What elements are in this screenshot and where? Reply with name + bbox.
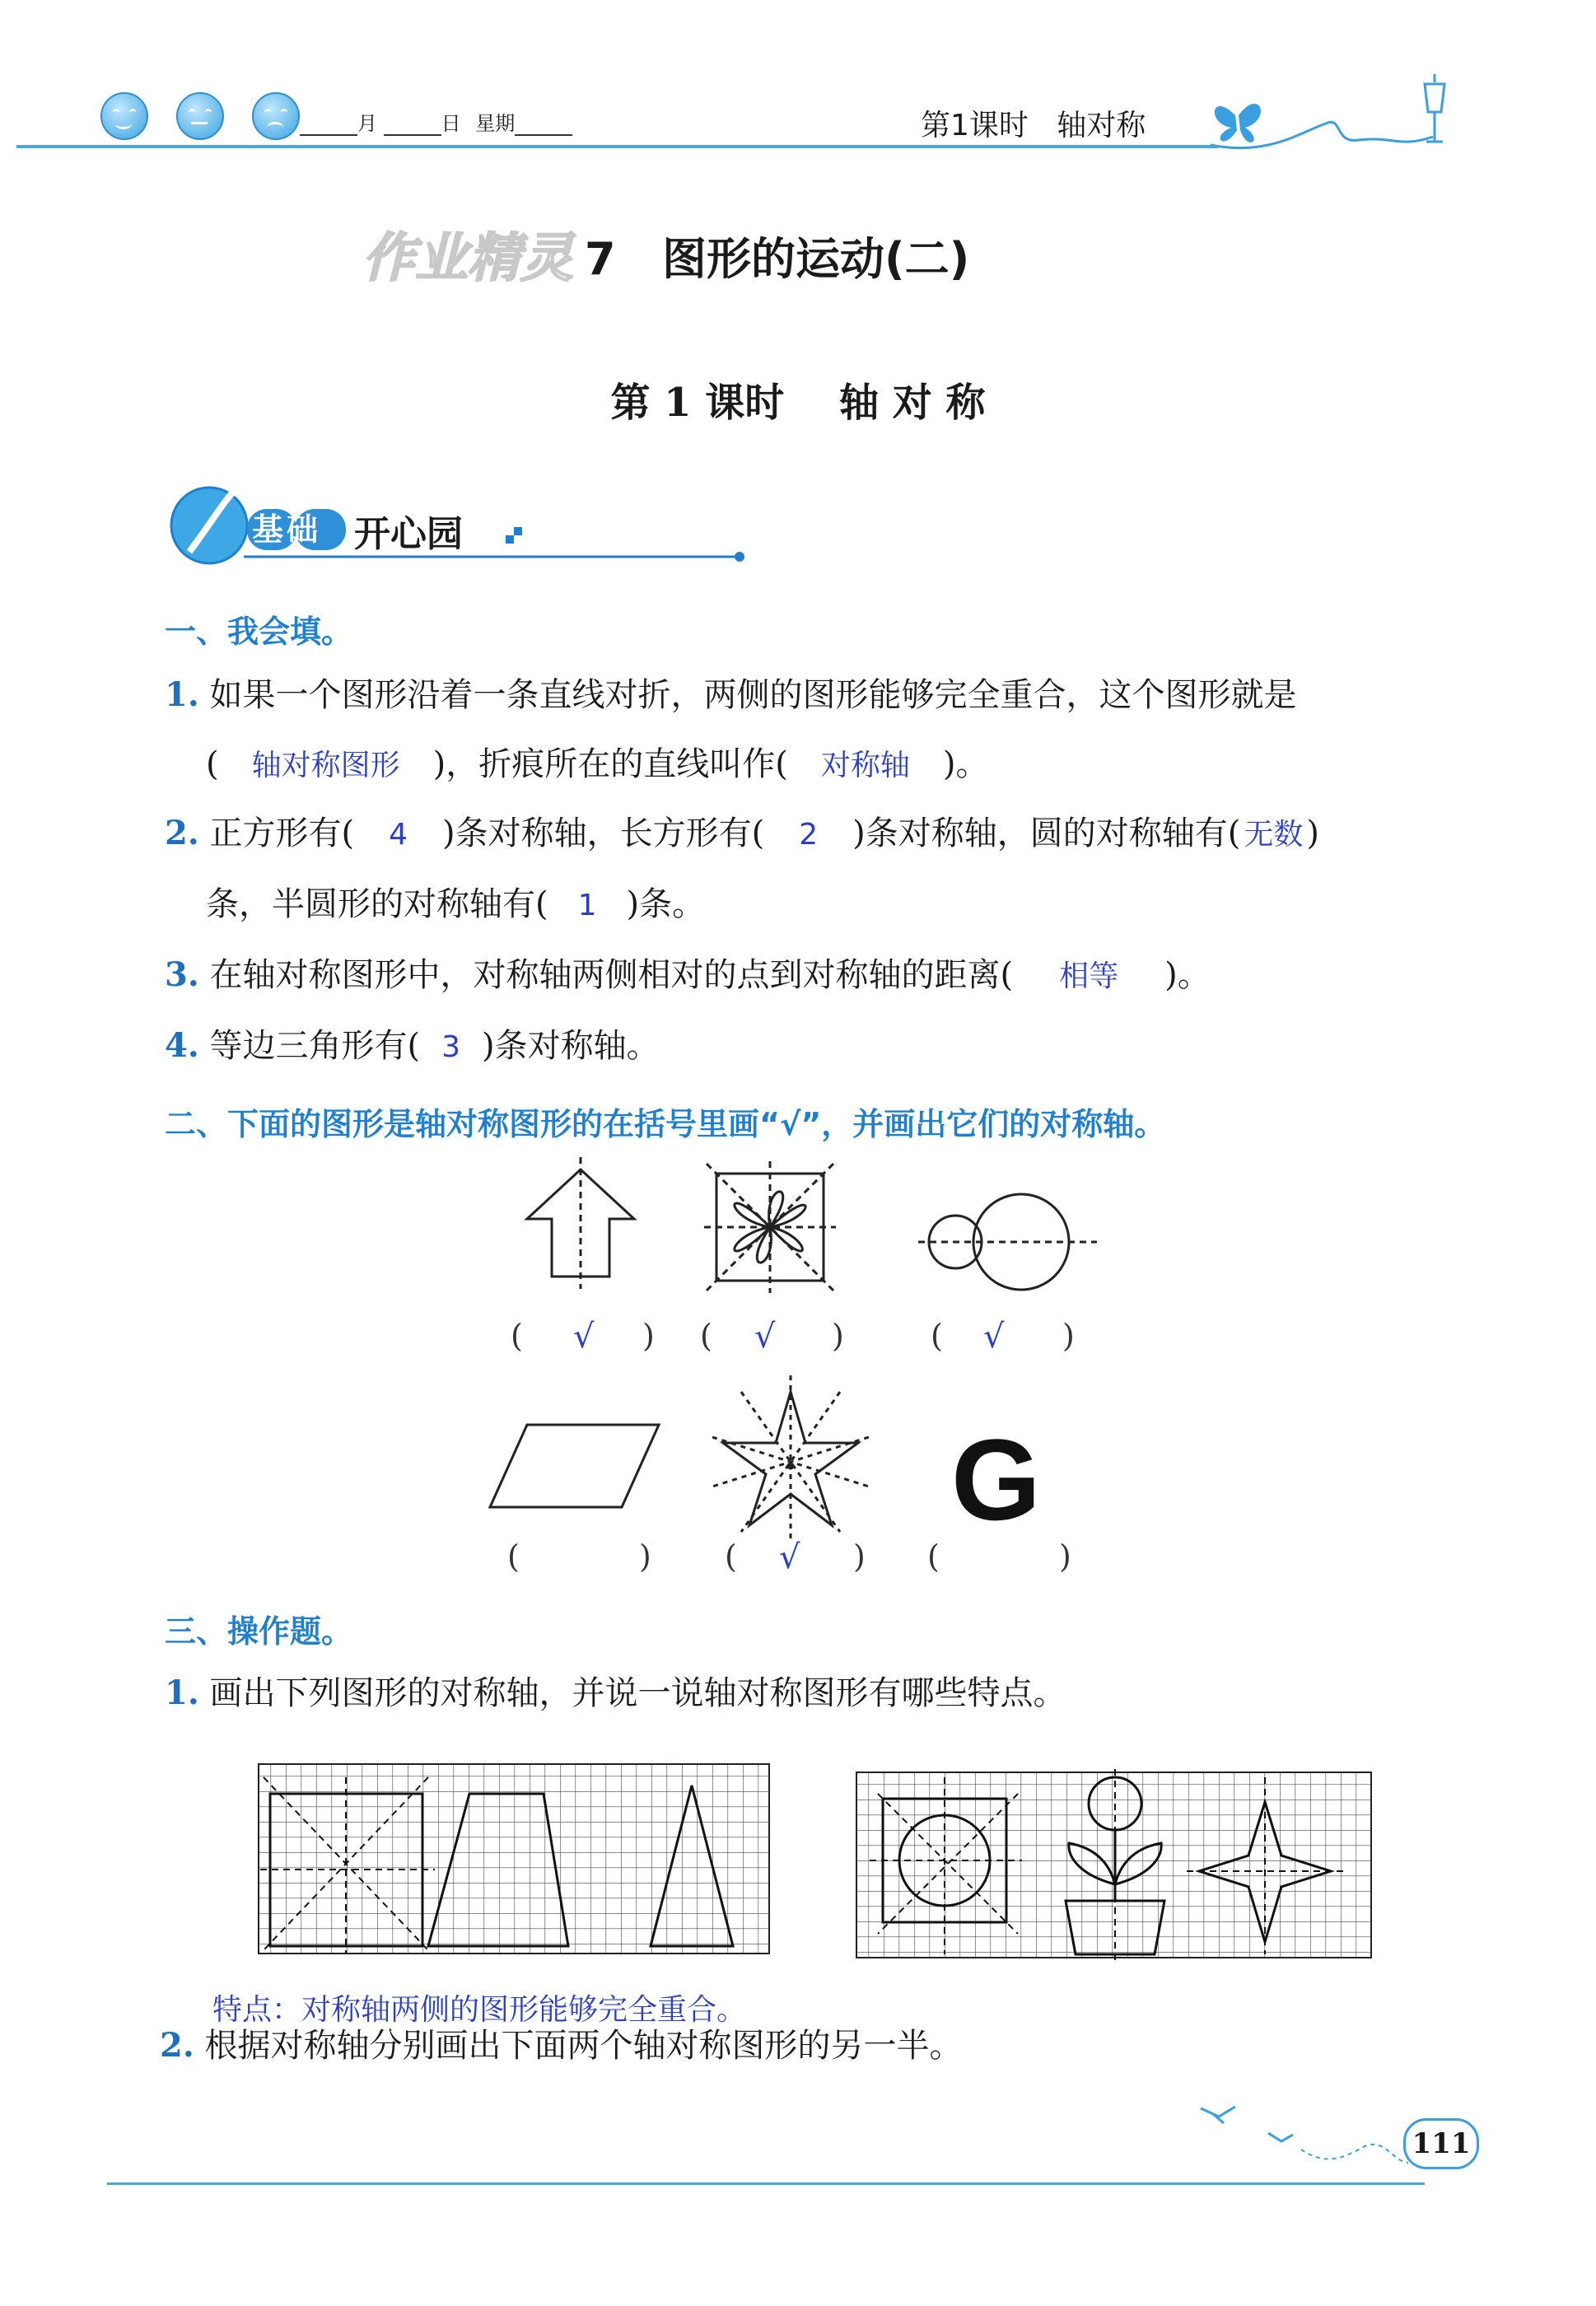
sad-face-icon [252, 92, 300, 140]
section3-q2 [160, 2028, 962, 2064]
mark-3: √ [983, 1318, 1005, 1356]
weekday-label: 星期 [475, 112, 516, 135]
q1-answer-b: 对称轴 [820, 749, 910, 782]
banner-label-1: 基础 [252, 511, 322, 548]
q3-number: 3. [165, 955, 199, 994]
paren: ( [927, 1538, 940, 1575]
paren: ( [931, 1318, 943, 1354]
marks-row-2 [507, 1538, 1100, 1580]
q2-text-e: 条，半圆形的对称轴有( [206, 885, 548, 923]
smiley-face-icon [100, 92, 148, 140]
page-number: 111 [1403, 2118, 1479, 2169]
paren: ( [511, 1318, 523, 1354]
q1-answer-a: 轴对称图形 [251, 749, 400, 782]
q4-answer: 3 [441, 1030, 460, 1064]
paren: ) [1059, 1538, 1071, 1575]
banner-label-2: 开心园 [354, 513, 463, 555]
paren: ( [700, 1318, 712, 1354]
date-fields [300, 107, 572, 136]
header-rule [16, 145, 1219, 148]
section2-title: 二、下面的图形是轴对称图形的在括号里画“√”，并画出它们的对称轴。 [165, 1106, 1166, 1142]
q2-answer-c: 无数 [1244, 818, 1304, 852]
letter-g-figure: G [951, 1415, 1041, 1544]
paren: ) [1062, 1318, 1075, 1354]
q4-number: 4. [165, 1026, 199, 1065]
q1-text: 如果一个图形沿着一条直线对折，两侧的图形能够完全重合，这个图形就是 [209, 676, 1297, 714]
section3-q1 [165, 1675, 1066, 1711]
mark-1: √ [573, 1318, 595, 1356]
q1-text-c: )。 [942, 745, 989, 783]
mark-5: √ [779, 1538, 800, 1576]
q3-text-a: 在轴对称图形中，对称轴两侧相对的点到对称轴的距离( [209, 956, 1014, 994]
bird-icon [1201, 2107, 1235, 2123]
s3q1-number: 1. [165, 1673, 199, 1712]
question-2-line1 [165, 815, 1319, 853]
parallelogram-figure [490, 1425, 659, 1507]
s3q2-text: 根据对称轴分别画出下面两个轴对称图形的另一半。 [204, 2027, 963, 2065]
q2-text-f: )条。 [626, 885, 706, 923]
q2-answer-d: 1 [577, 889, 597, 922]
paren: ( [725, 1538, 737, 1575]
s3q1-text: 画出下列图形的对称轴，并说一说轴对称图形有哪些特点。 [209, 1674, 1066, 1712]
marks-row-1 [511, 1318, 1087, 1359]
lesson-title: 第 1 课时 轴 对 称 [610, 380, 986, 426]
paren: ( [206, 745, 219, 783]
q3-answer: 相等 [1059, 959, 1119, 993]
q2-answer-b: 2 [799, 818, 819, 852]
section1-title: 一、我会填。 [165, 614, 353, 650]
butterfly-lamp-decoration [1202, 66, 1466, 156]
figures-section2 [478, 1153, 1136, 1589]
question-4 [165, 1028, 660, 1066]
q2-text-d: ) [1306, 815, 1319, 852]
day-label: 日 [441, 112, 461, 135]
q1-text-b: )，折痕所在的直线叫作( [432, 745, 788, 783]
bird-icon [1268, 2133, 1293, 2141]
watermark: 作业精灵 [362, 228, 573, 289]
s3q2-number: 2. [160, 2026, 194, 2065]
paren: ) [639, 1538, 651, 1575]
q4-text-a: 等边三角形有( [209, 1027, 421, 1065]
butterfly-icon [1215, 104, 1261, 142]
grid-figure-right [853, 1769, 1377, 1963]
q2-text-c: )条对称轴，圆的对称轴有( [852, 815, 1241, 852]
paren: ) [853, 1538, 866, 1575]
paren: ( [507, 1538, 520, 1575]
q2-number: 2. [165, 814, 199, 852]
question-1-line2 [206, 746, 988, 784]
q3-text-b: )。 [1164, 956, 1211, 994]
paren: ) [642, 1318, 655, 1354]
mark-2: √ [754, 1318, 776, 1356]
q2-text-a: 正方形有( [209, 815, 355, 852]
chapter-title: 7 图形的运动(二) [585, 233, 970, 285]
q4-text-b: )条对称轴。 [482, 1027, 660, 1065]
header-lesson: 第1课时 轴对称 [921, 109, 1146, 142]
feature-answer: 特点：对称轴两侧的图形能够完全重合。 [212, 1993, 747, 2027]
grid-figure-left [255, 1761, 774, 1958]
question-1-line1 [165, 677, 1296, 713]
q2-answer-a: 4 [389, 818, 408, 852]
q2-text-b: )条对称轴，长方形有( [442, 815, 765, 852]
question-2-line2 [206, 886, 705, 924]
neutral-face-icon [176, 92, 224, 140]
section3-title: 三、操作题。 [165, 1613, 353, 1650]
footer-rule [107, 2182, 1425, 2185]
question-3 [165, 957, 1211, 995]
lamp-icon [1425, 74, 1444, 142]
month-label: 月 [357, 112, 377, 135]
paren: ) [832, 1318, 844, 1354]
q1-number: 1. [165, 675, 199, 714]
